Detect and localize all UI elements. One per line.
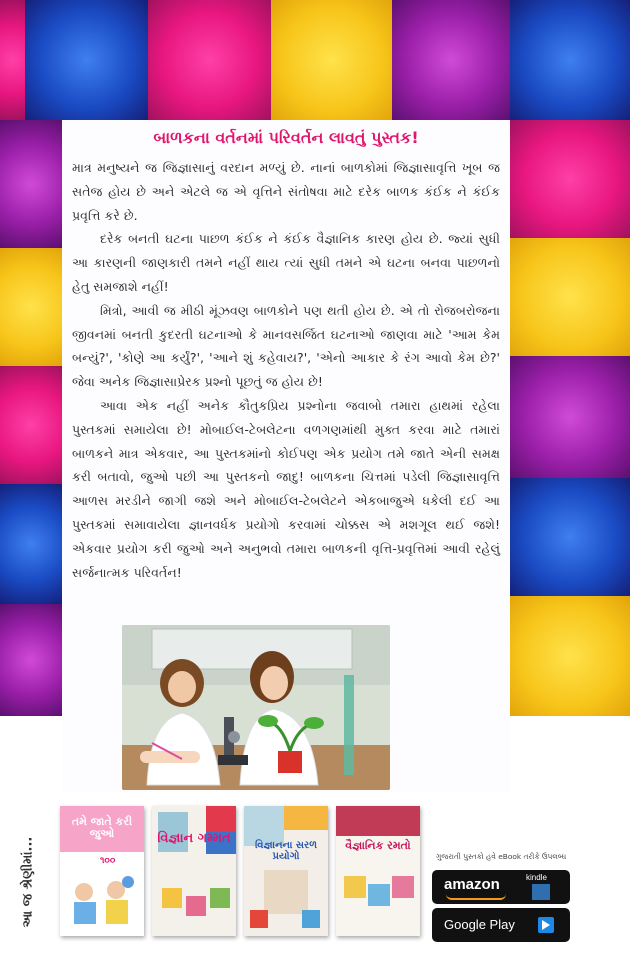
bg-tile xyxy=(0,120,62,248)
bg-tile xyxy=(510,120,630,238)
children-experiment-photo xyxy=(122,625,390,790)
bg-tile xyxy=(0,248,62,366)
book-title: તમે જાતે કરી જુઓ xyxy=(71,815,133,841)
paragraph: માત્ર મનુષ્યને જ જિજ્ઞાસાનું વરદાન મળ્યું છે. નાનાં બાળકોમાં જિજ્ઞાસાવૃત્તિ ખૂબ જ સતેજ હોય છે અને એટલે જ એ વૃત્તિને સંતોષવા માટે દરેક બાળક કંઈક ને કંઈક પ્રવૃત્તિ કરે છે. xyxy=(72,160,500,223)
bg-tile xyxy=(510,238,630,356)
amazon-logo-text: amazon xyxy=(444,876,500,893)
paragraph: આવા એક નહીં અનેક કૌતુકપ્રિય પ્રશ્નોના જવાબો તમારા હાથમાં રહેલા પુસ્તકમાં સમાયેલા છે! મોબાઈલ-ટેબલેટના વળગણમાંથી મુક્ત કરવા માટે તમારાં બાળકને માત્ર એકવાર, આ પુસ્તકમાંનો કોઈપણ એક પ્રયોગ તમે જાતે એની સમક્ષ કરી બતાવો, જુઓ પછી આ પુસ્તકનો જાદુ! બાળકના ચિત્તમાં પડેલી જિજ્ઞાસાવૃત્તિ આળસ મરડીને જાગી જશે અને મોબાઈલ-ટેબલેટને એકબાજુએ ધકેલી દઈ આ પુસ્તકમાં સમાવાયેલા જ્ઞાનવર્ધક પ્રયોગો કરવામાં ચોક્કસ એ મશગૂલ થઈ જશે! એકવાર પ્રયોગ કરી જુઓ અને અનુભવો તમારા બાળકની વૃત્તિ-પ્રવૃત્તિમાં આવી રહેલું સર્જનાત્મક પરિવર્તન! xyxy=(72,397,500,580)
amazon-kindle-button[interactable] xyxy=(432,870,570,904)
page-heading: બાળકના વર્તનમાં પરિવર્તન લાવતું પુસ્તક! xyxy=(153,128,419,147)
bg-tile xyxy=(510,478,630,596)
bg-tile xyxy=(271,0,392,120)
bg-tile xyxy=(0,366,62,484)
kindle-logo-text: kindle xyxy=(526,873,547,882)
book-title: વિજ્ઞાનના સરળ પ્રયોગો xyxy=(255,840,317,862)
book-title: વિજ્ઞાન ગમ્મત xyxy=(157,831,231,846)
google-play-icon xyxy=(536,915,556,935)
bg-tile xyxy=(25,0,148,120)
book-cover[interactable] xyxy=(244,806,328,936)
series-label xyxy=(6,812,50,952)
book-title: વૈજ્ઞાનિક રમતો xyxy=(345,839,411,852)
google-play-button[interactable] xyxy=(432,908,570,942)
book-cover[interactable] xyxy=(152,806,236,936)
kindle-reader-icon xyxy=(532,884,550,900)
amazon-smile-icon xyxy=(446,894,506,900)
bg-tile xyxy=(510,596,630,716)
bg-tile xyxy=(510,356,630,478)
bg-tile xyxy=(510,0,630,120)
paragraph: દરેક બનતી ઘટના પાછળ કંઈક ને કંઈક વૈજ્ઞાનિક કારણ હોય છે. જ્યાં સુધી આ કારણની જાણકારી તમને નહીં થાય ત્યાં સુધી તમને એ ઘટના બનવા પાછળનો હેતુ સમજાશે નહીં! xyxy=(72,231,500,294)
google-play-text: Google Play xyxy=(444,917,515,932)
bg-tile xyxy=(0,484,62,604)
bg-tile xyxy=(392,0,510,120)
book-cover[interactable] xyxy=(336,806,420,936)
bg-tile xyxy=(0,0,25,120)
ebook-availability-text: ગુજરાતી પુસ્તકો હવે eBook તરીકે ઉપલબ્ધ xyxy=(435,852,567,861)
book-badge: ૧૦૦ xyxy=(100,856,116,866)
body-text xyxy=(72,156,500,584)
bg-tile xyxy=(148,0,271,120)
book-illustration xyxy=(66,872,138,930)
book-cover[interactable] xyxy=(60,806,144,936)
paragraph: મિત્રો, આવી જ મીઠી મૂંઝવણ બાળકોને પણ થતી હોય છે. એ તો રોજબરોજના જીવનમાં બનતી કુદરતી ઘટનાઓ કે માનવસર્જિત ઘટનાઓ જાણવા માટે 'આમ કેમ બન્યું?', 'કોણે આ કર્યું?', 'આને શું કહેવાય?', 'એનો આકાર કે રંગ આવો કેમ છે?' જેવા અનેક જિજ્ઞાસાપ્રેરક પ્રશ્નો પૂછતું જ હોય છે! xyxy=(72,302,500,390)
series-label-text: આ જ શ્રેણીમાં... xyxy=(20,836,36,928)
bg-tile xyxy=(0,604,62,716)
